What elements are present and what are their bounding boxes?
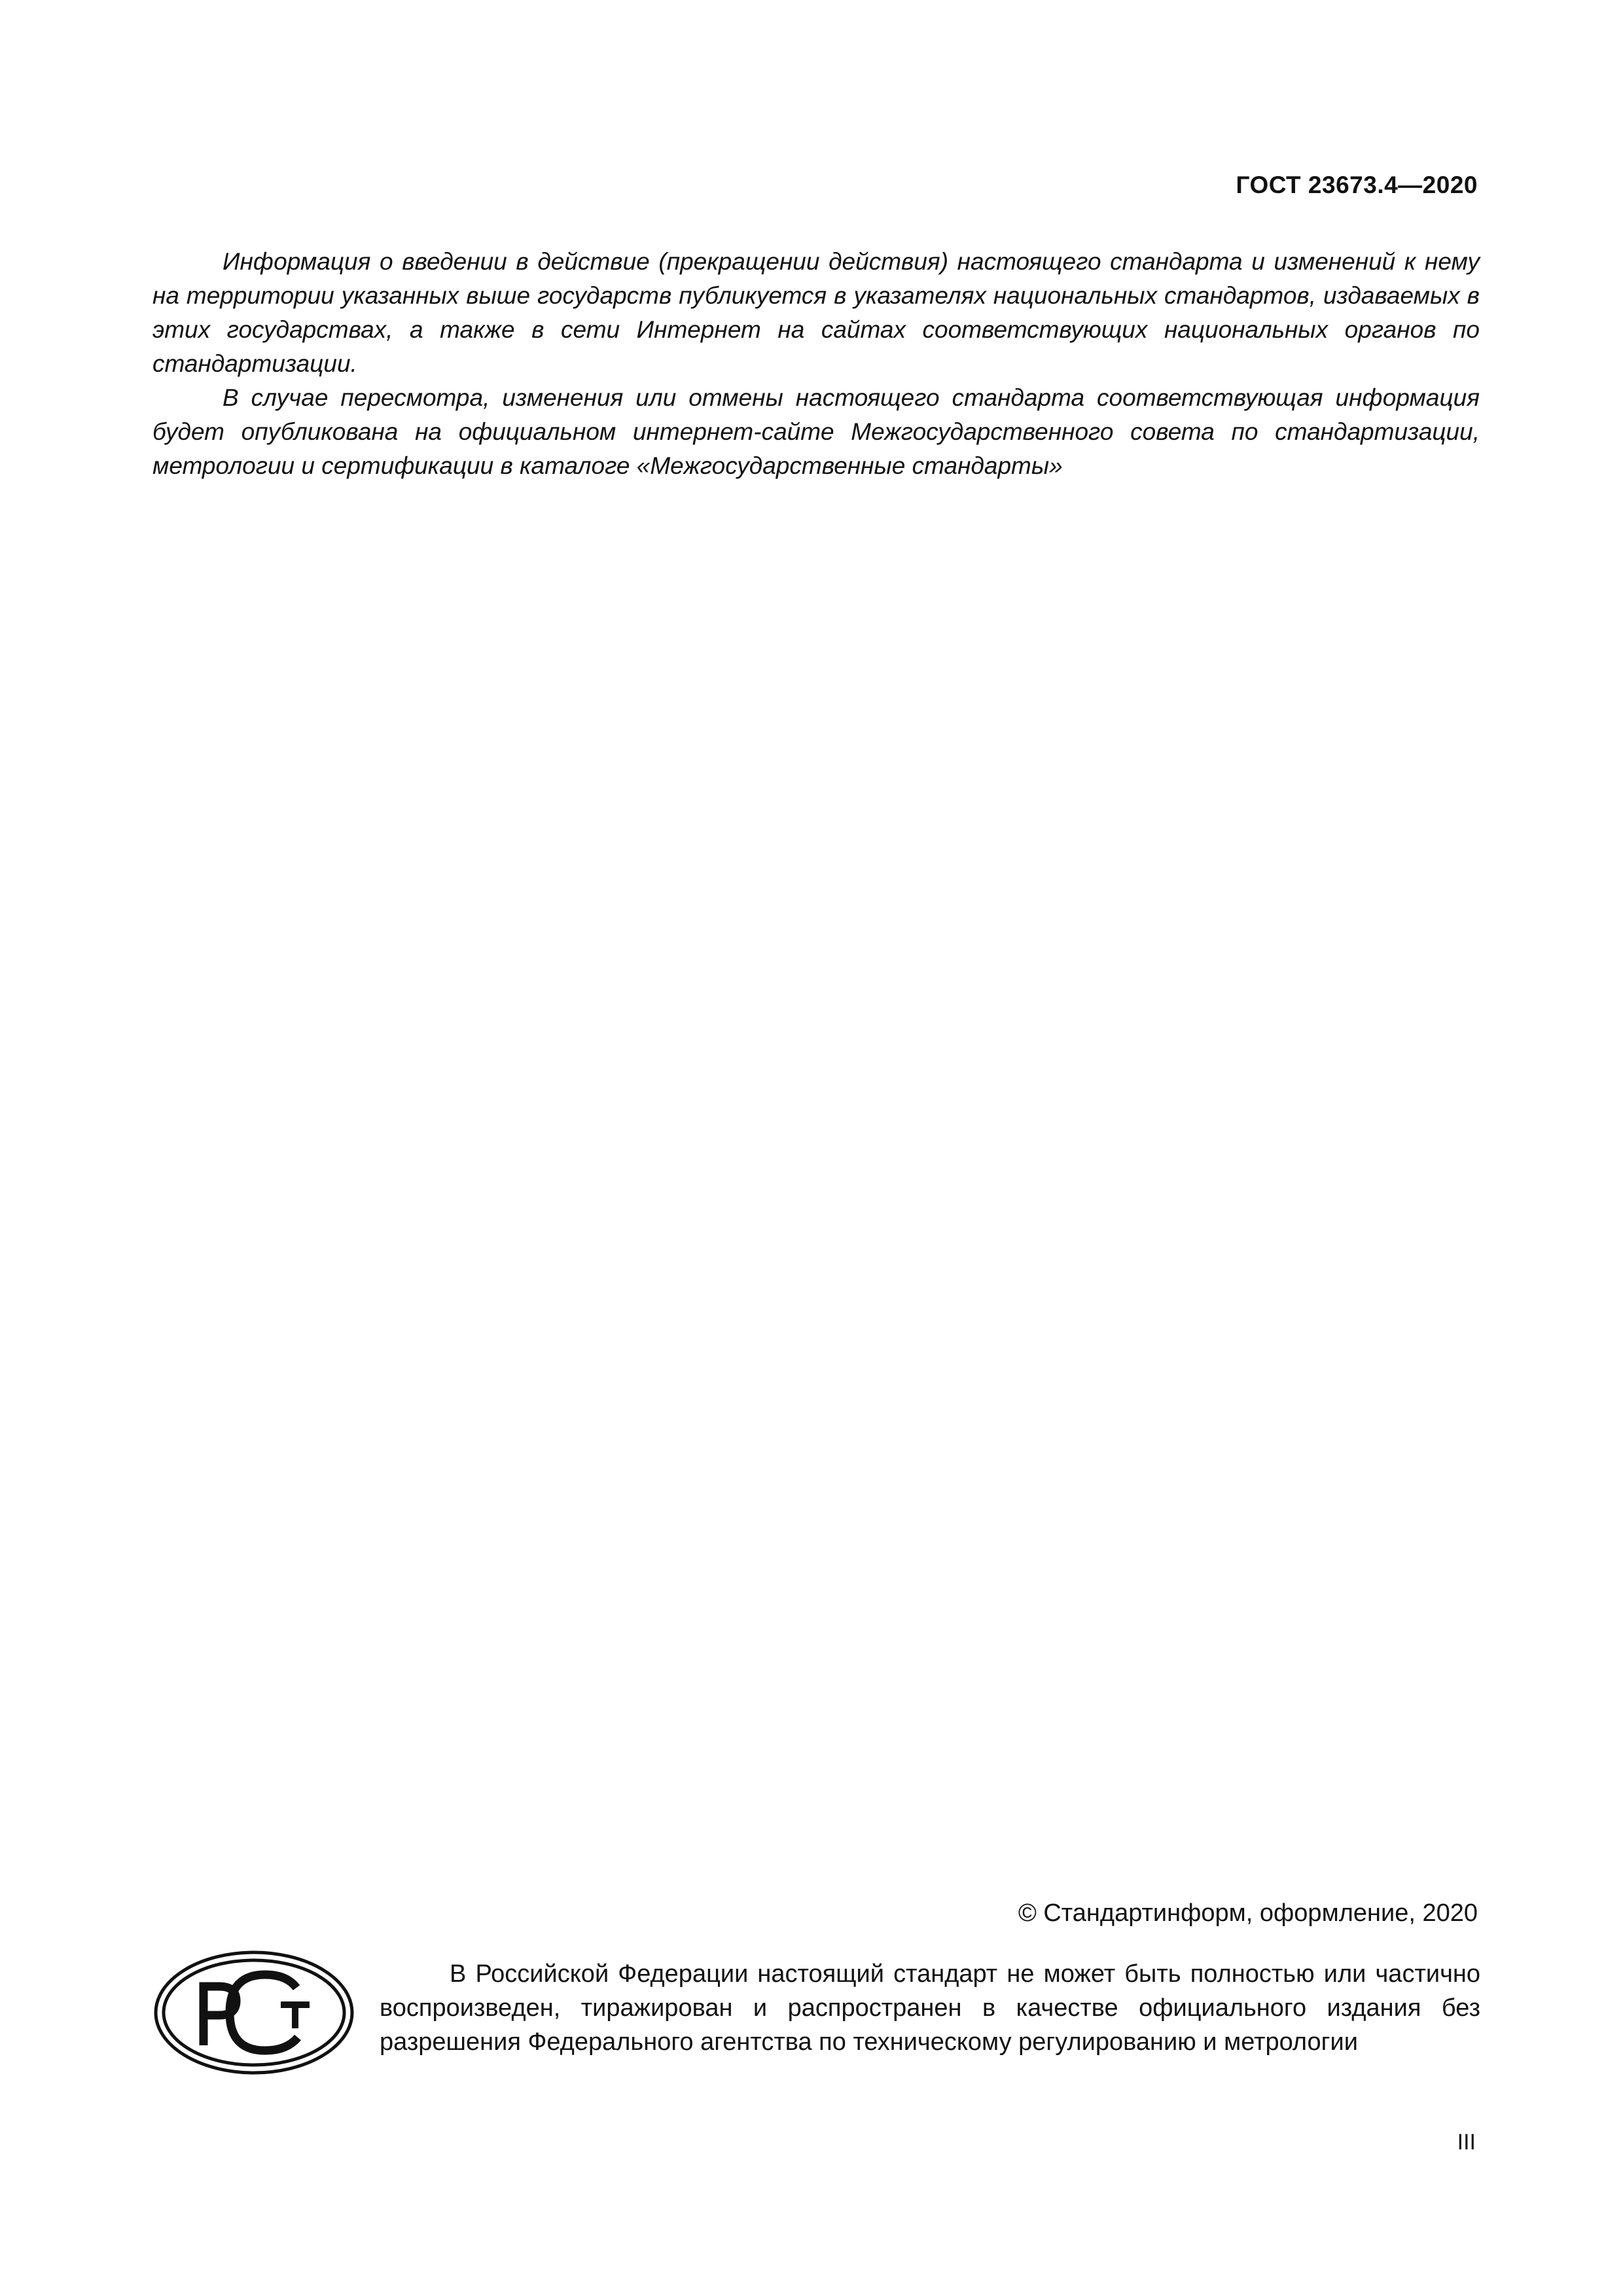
page-number: III (1457, 2130, 1476, 2155)
legal-notice (380, 1957, 1480, 2059)
copyright-line: © Стандартинформ, оформление, 2020 (1018, 1899, 1478, 1927)
intro-paragraph-1: Информация о введении в действие (прекращении действия) настоящего стандарта и изменений к нему на территории указанных выше государств публикуется в указателях национальных стандартов, издаваемых в этих государствах, а также в сети Интернет на сайтах соответствующих национальных органов по стандартизации. (152, 248, 1480, 377)
standard-code: ГОСТ 23673.4—2020 (1236, 171, 1478, 198)
intro-paragraph-2: В случае пересмотра, изменения или отмены настоящего стандарта соответствующая информация будет опубликована на официальном интернет-сайте Межгосударственного совета по стандартизации, метрологии и сертификации в каталоге «Межгосударственные стандарты» (152, 384, 1480, 479)
legal-notice-text: В Российской Федерации настоящий стандарт не может быть полностью или частично воспроизведен, тиражирован и распространен в качестве официального издания без разрешения Федерального агентства по техническому регулированию и метрологии (380, 1960, 1480, 2056)
rst-certification-logo-icon (152, 1947, 355, 2078)
intro-text (152, 245, 1480, 483)
